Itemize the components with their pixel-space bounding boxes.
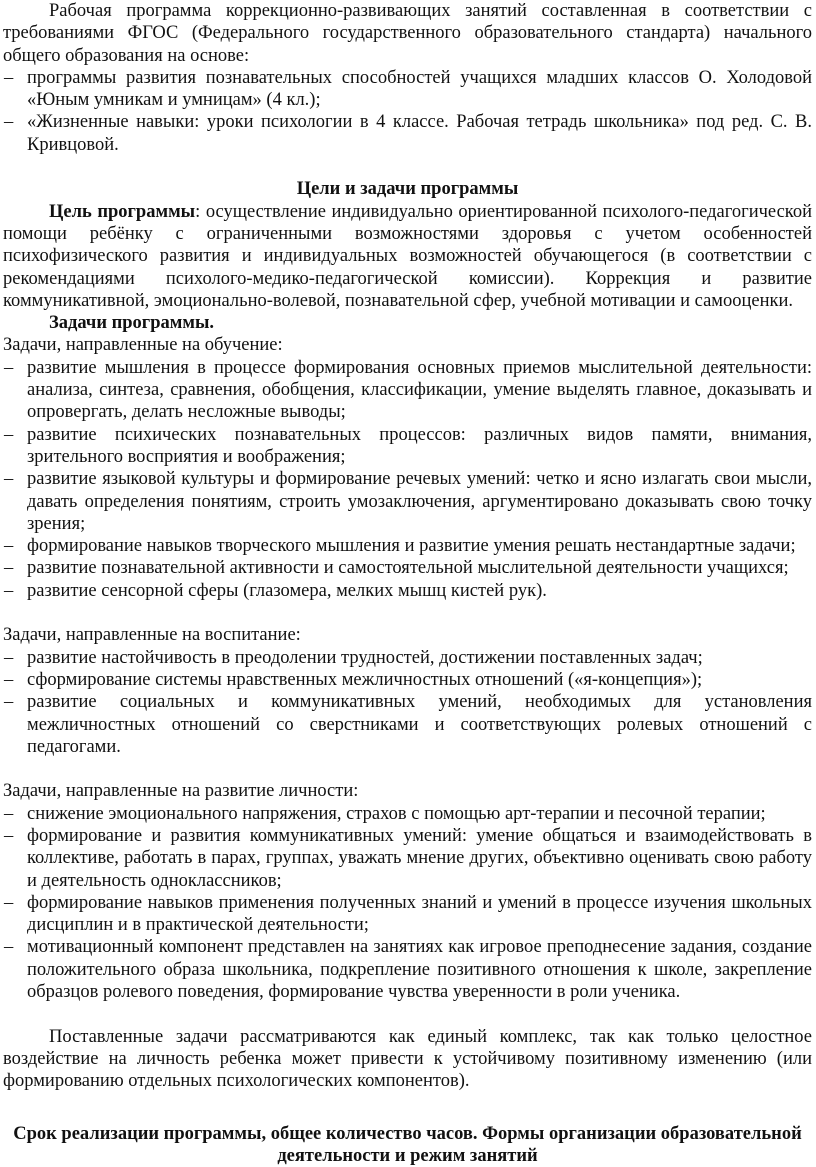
list-item-text: развитие познавательной активности и самостоятельной мыслительной деятельности учащихся; — [27, 558, 789, 579]
dash-marker: – — [4, 892, 14, 913]
dash-marker: – — [4, 825, 14, 846]
learning-title: Задачи, направленные на обучение: — [3, 335, 283, 356]
learning-list-item — [3, 424, 812, 469]
dash-marker: – — [4, 937, 14, 958]
personality-list — [3, 803, 812, 1004]
list-item-text: развитие настойчивость в преодолении трудностей, достижении поставленных задач; — [27, 647, 703, 668]
learning-list — [3, 357, 812, 602]
spacer — [3, 1093, 812, 1115]
tasks-heading: Задачи программы. — [49, 313, 215, 334]
learning-list-item — [3, 557, 812, 579]
personality-title: Задачи, направленные на развитие личности: — [3, 781, 359, 802]
spacer — [3, 156, 812, 178]
section-heading-goals: Цели и задачи программы — [296, 179, 519, 200]
list-item-text: развитие психических познавательных процессов: различных видов памяти, внимания, зрительного восприятия и воображения; — [27, 424, 812, 467]
personality-list-item — [3, 803, 812, 825]
dash-marker: – — [4, 580, 14, 601]
dash-marker: – — [4, 424, 14, 445]
list-item-text: формирование и развития коммуникативных умений: умение общаться и взаимодействовать в коллективе, работать в парах, группах, уважать мнение других, объективно оценивать свою работу и деятельность одноклассников; — [27, 825, 812, 891]
list-item-text: программы развития познавательных способностей учащихся младших классов О. Холодовой «Юным умникам и умницам» (4 кл.); — [27, 67, 812, 111]
spacer — [3, 758, 812, 780]
dash-marker: – — [4, 357, 14, 378]
upbringing-list-item — [3, 647, 812, 669]
learning-list-item — [3, 468, 812, 535]
dash-marker: – — [4, 469, 14, 490]
list-item-text: формирование навыков применения полученных знаний и умений в процессе изучения школьных дисциплин и в практической деятельности; — [27, 892, 812, 936]
dash-marker: – — [4, 692, 14, 713]
list-item-text: формирование навыков творческого мышления и развитие умения решать нестандартные задачи; — [27, 536, 796, 557]
learning-list-item — [3, 357, 812, 424]
dash-marker: – — [4, 803, 14, 824]
dash-marker: – — [4, 558, 14, 579]
upbringing-title: Задачи, направленные на воспитание: — [3, 625, 301, 646]
personality-list-item — [3, 936, 812, 1003]
personality-list-item — [3, 892, 812, 937]
list-item-text: развитие сенсорной сферы (глазомера, мелких мышц кистей рук). — [27, 580, 547, 601]
upbringing-list-item — [3, 691, 812, 758]
upbringing-list-item — [3, 669, 812, 691]
intro-list — [3, 67, 812, 156]
dash-marker: – — [4, 647, 14, 668]
list-item-text: развитие социальных и коммуникативных умений, необходимых для установления межличностных отношений со сверстниками и соответствующих ролевых отношений с педагогами. — [27, 692, 812, 757]
goal-label: Цель программы — [49, 201, 196, 222]
intro-list-item — [3, 111, 812, 156]
goal-text: : осуществление индивидуально ориентированной психолого-педагогической помощи ребёнку с ограниченными возможностями здоровья с учетом особенностей психофизического развития и индивидуальных возможностей обучающегося (в соответствии с рекомендациями психолого-медико-педагогической комиссии). Коррекция и развитие коммуникативной, эмоционально-волевой, познавательной сфер, учебной мотивации и самооценки. — [3, 201, 812, 311]
dash-marker: – — [4, 536, 14, 557]
dash-marker: – — [4, 669, 14, 690]
list-item-text: «Жизненные навыки: уроки психологии в 4 классе. Рабочая тетрадь школьника» под ред. С. В. Кривцовой. — [27, 112, 812, 155]
intro-list-item — [3, 67, 812, 112]
conclusion-paragraph: Поставленные задачи рассматриваются как единый комплекс, так как только целостное воздействие на личность ребенка может привести к устойчивому позитивному изменению (или формированию отдельных психологических компонентов). — [3, 1026, 812, 1092]
spacer — [3, 1003, 812, 1025]
spacer — [3, 602, 812, 624]
personality-list-item — [3, 825, 812, 892]
list-item-text: сформирование системы нравственных межличностных отношений («я-концепция»); — [27, 669, 703, 690]
learning-list-item — [3, 535, 812, 557]
intro-paragraph: Рабочая программа коррекционно-развивающих занятий составленная в соответствии с требованиями ФГОС (Федерального государственного образовательного стандарта) начального общего образования на основе: — [3, 1, 812, 66]
list-item-text: мотивационный компонент представлен на занятиях как игровое преподнесение задания, создание положительного образа школьника, подкрепление позитивного отношения к школе, закрепление образцов ролевого поведения, формирование чувства уверенности в роли ученика. — [27, 937, 812, 1003]
list-item-text: снижение эмоционального напряжения, страхов с помощью арт-терапии и песочной терапии; — [27, 803, 766, 824]
list-item-text: развитие языковой культуры и формирование речевых умений: четко и ясно излагать свои мысли, давать определения понятиям, строить умозаключения, аргументировано доказывать свою точку зрения; — [27, 469, 812, 534]
upbringing-list — [3, 647, 812, 758]
section-heading-duration: Срок реализации программы, общее количество часов. Формы организации образовательной деятельности и режим занятий — [13, 1123, 802, 1167]
list-item-text: развитие мышления в процессе формирования основных приемов мыслительной деятельности: анализа, синтеза, сравнения, обобщения, классификации, умение выделять главное, доказывать и опровергать, делать несложные выводы; — [27, 357, 812, 423]
learning-list-item — [3, 580, 812, 602]
dash-marker: – — [4, 112, 14, 133]
dash-marker: – — [4, 67, 14, 88]
goal-paragraph — [3, 201, 812, 312]
